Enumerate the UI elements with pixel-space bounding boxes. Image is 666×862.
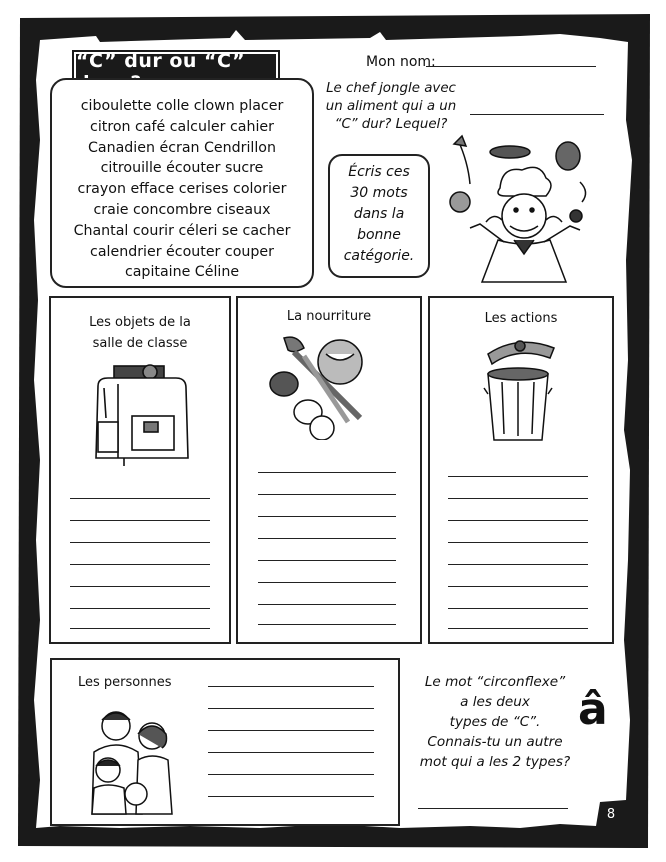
answer-line[interactable] xyxy=(70,564,210,565)
answer-line[interactable] xyxy=(70,542,210,543)
page-number: 8 xyxy=(606,807,616,822)
answer-line[interactable] xyxy=(258,494,396,495)
circonflexe-line: Connais-tu un autre xyxy=(427,734,563,750)
word-list-box xyxy=(50,78,314,288)
word-line: citrouille écouter sucre xyxy=(100,160,264,177)
word-line: craie concombre ciseaux xyxy=(93,201,271,218)
word-line: Canadien écran Cendrillon xyxy=(88,139,276,156)
chef-question-line: Le chef jongle avec xyxy=(326,81,456,96)
word-line: crayon efface cerises colorier xyxy=(77,181,287,198)
category-people-title: Les personnes xyxy=(78,675,172,690)
circonflexe-answer-line[interactable] xyxy=(418,808,568,809)
word-line: calendrier écouter couper xyxy=(90,243,274,260)
answer-line[interactable] xyxy=(448,476,588,477)
answer-line[interactable] xyxy=(70,586,210,587)
answer-line[interactable] xyxy=(70,608,210,609)
category-classroom-box xyxy=(49,296,231,644)
answer-line[interactable] xyxy=(448,498,588,499)
word-line: ciboulette colle clown placer xyxy=(80,98,284,114)
chef-answer-line[interactable] xyxy=(470,114,604,115)
instruction-line: bonne xyxy=(357,227,401,243)
answer-line[interactable] xyxy=(208,774,374,775)
chef-juggling-illustration xyxy=(440,132,610,292)
trash-can-illustration xyxy=(478,334,558,444)
circonflexe-line: Le mot “circonflexe” xyxy=(424,674,566,690)
answer-line[interactable] xyxy=(258,472,396,473)
word-line: citron café calculer cahier xyxy=(90,118,274,135)
word-line: Chantal courir céleri se cacher xyxy=(73,222,291,239)
instruction-box xyxy=(328,154,430,278)
vegetables-illustration xyxy=(264,332,374,440)
answer-line[interactable] xyxy=(258,560,396,561)
answer-line[interactable] xyxy=(208,708,374,709)
name-answer-line[interactable] xyxy=(426,66,596,67)
word-list xyxy=(52,96,312,283)
instruction-line: Écris ces xyxy=(348,164,410,180)
category-actions-title: Les actions xyxy=(484,311,558,326)
answer-line[interactable] xyxy=(448,586,588,587)
answer-line[interactable] xyxy=(448,520,588,521)
answer-line[interactable] xyxy=(258,582,396,583)
answer-line[interactable] xyxy=(208,752,374,753)
answer-line[interactable] xyxy=(448,628,588,629)
name-label: Mon nom: xyxy=(366,54,436,70)
word-line: capitaine Céline xyxy=(124,264,240,281)
backpack-illustration xyxy=(84,362,196,466)
answer-line[interactable] xyxy=(208,686,374,687)
answer-line[interactable] xyxy=(208,796,374,797)
answer-line[interactable] xyxy=(448,542,588,543)
instruction-line: catégorie. xyxy=(343,248,415,264)
chef-question-line: “C” dur? Lequel? xyxy=(334,117,448,132)
answer-line[interactable] xyxy=(208,730,374,731)
category-classroom-title: Les objets de la salle de classe xyxy=(89,315,191,351)
instruction-line: 30 mots xyxy=(350,185,408,201)
answer-line[interactable] xyxy=(70,498,210,499)
circonflexe-line: mot qui a les 2 types? xyxy=(419,754,571,770)
answer-line[interactable] xyxy=(258,604,396,605)
family-illustration xyxy=(72,704,184,816)
answer-line[interactable] xyxy=(258,624,396,625)
answer-line[interactable] xyxy=(258,516,396,517)
chef-question xyxy=(322,80,460,134)
chef-question-line: un aliment qui a un xyxy=(325,99,457,114)
circonflexe-line: types de “C”. xyxy=(449,714,541,730)
answer-line[interactable] xyxy=(258,538,396,539)
circonflexe-question xyxy=(408,672,582,772)
big-letter-a-circumflex: â xyxy=(578,684,608,735)
answer-line[interactable] xyxy=(70,628,210,629)
answer-line[interactable] xyxy=(448,564,588,565)
answer-line[interactable] xyxy=(70,520,210,521)
circonflexe-line: a les deux xyxy=(460,694,530,710)
instruction-line: dans la xyxy=(353,206,405,222)
answer-line[interactable] xyxy=(448,608,588,609)
worksheet-title: “C” dur ou “C” xyxy=(74,52,278,92)
category-food-title: La nourriture xyxy=(286,309,372,324)
